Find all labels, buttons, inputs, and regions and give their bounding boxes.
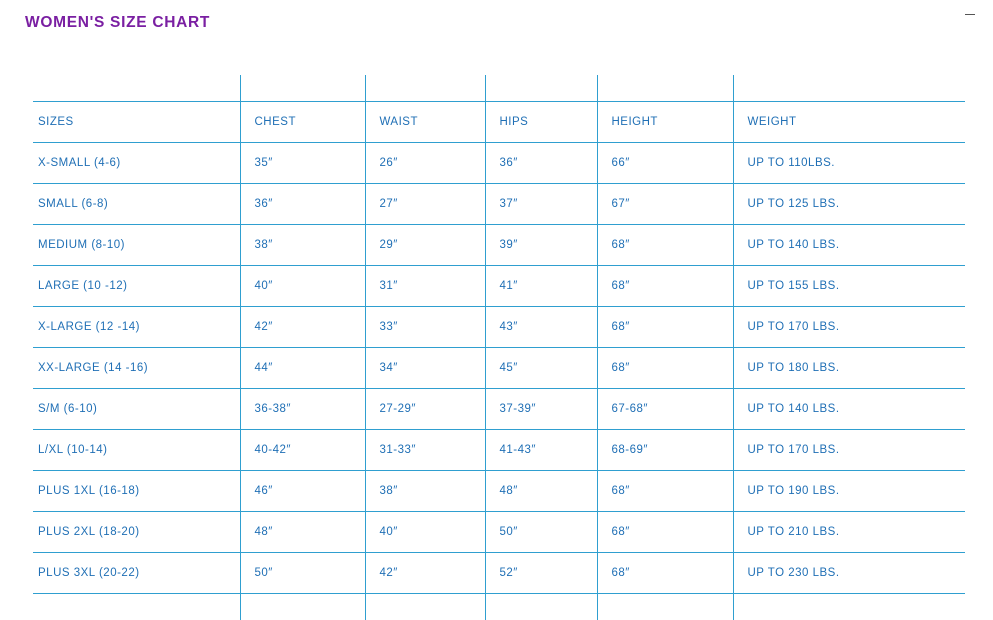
- cell-chest: 50″: [240, 553, 365, 594]
- cell-weight: UP TO 230 LBS.: [733, 553, 965, 594]
- table-spacer-cell: [365, 594, 485, 620]
- cell-hips: 48″: [485, 471, 597, 512]
- table-row: [33, 553, 965, 594]
- column-header-hips: HIPS: [485, 102, 597, 143]
- row-size-label: MEDIUM (8-10): [33, 225, 240, 266]
- size-chart-table-wrapper: [33, 75, 965, 620]
- cell-waist: 31″: [365, 266, 485, 307]
- cell-weight: UP TO 170 LBS.: [733, 307, 965, 348]
- cell-waist: 27″: [365, 184, 485, 225]
- cell-waist: 27-29″: [365, 389, 485, 430]
- cell-waist: 29″: [365, 225, 485, 266]
- cell-hips: 37-39″: [485, 389, 597, 430]
- table-spacer-cell: [485, 594, 597, 620]
- cell-waist: 42″: [365, 553, 485, 594]
- cell-weight: UP TO 140 LBS.: [733, 225, 965, 266]
- column-header-sizes: SIZES: [33, 102, 240, 143]
- row-size-label: X-SMALL (4-6): [33, 143, 240, 184]
- row-size-label: L/XL (10-14): [33, 430, 240, 471]
- cell-waist: 33″: [365, 307, 485, 348]
- cell-chest: 44″: [240, 348, 365, 389]
- cell-height: 67-68″: [597, 389, 733, 430]
- row-size-label: XX-LARGE (14 -16): [33, 348, 240, 389]
- cell-chest: 40″: [240, 266, 365, 307]
- cell-weight: UP TO 180 LBS.: [733, 348, 965, 389]
- cell-weight: UP TO 190 LBS.: [733, 471, 965, 512]
- cell-chest: 36-38″: [240, 389, 365, 430]
- cell-height: 68-69″: [597, 430, 733, 471]
- table-spacer-cell: [597, 594, 733, 620]
- cell-chest: 40-42″: [240, 430, 365, 471]
- table-spacer-cell: [597, 75, 733, 102]
- table-spacer-row-bottom: [33, 594, 965, 620]
- cell-waist: 40″: [365, 512, 485, 553]
- cell-chest: 48″: [240, 512, 365, 553]
- row-size-label: PLUS 1XL (16-18): [33, 471, 240, 512]
- cell-waist: 31-33″: [365, 430, 485, 471]
- cell-waist: 34″: [365, 348, 485, 389]
- table-spacer-cell: [240, 594, 365, 620]
- table-row: [33, 471, 965, 512]
- cell-height: 66″: [597, 143, 733, 184]
- table-row: [33, 389, 965, 430]
- table-spacer-cell: [733, 75, 965, 102]
- column-header-height: HEIGHT: [597, 102, 733, 143]
- cell-height: 68″: [597, 512, 733, 553]
- cell-weight: UP TO 125 LBS.: [733, 184, 965, 225]
- cell-chest: 38″: [240, 225, 365, 266]
- cell-weight: UP TO 140 LBS.: [733, 389, 965, 430]
- cell-weight: UP TO 170 LBS.: [733, 430, 965, 471]
- table-row: [33, 266, 965, 307]
- cell-hips: 39″: [485, 225, 597, 266]
- cell-weight: UP TO 210 LBS.: [733, 512, 965, 553]
- column-header-chest: CHEST: [240, 102, 365, 143]
- cell-weight: UP TO 155 LBS.: [733, 266, 965, 307]
- cell-chest: 46″: [240, 471, 365, 512]
- table-body: [33, 75, 965, 620]
- table-spacer-cell: [733, 594, 965, 620]
- column-header-weight: WEIGHT: [733, 102, 965, 143]
- table-spacer-cell: [365, 75, 485, 102]
- table-spacer-cell: [33, 594, 240, 620]
- table-row: [33, 512, 965, 553]
- size-chart-table: [33, 75, 965, 620]
- cell-height: 68″: [597, 553, 733, 594]
- minimize-icon[interactable]: [965, 14, 975, 15]
- row-size-label: X-LARGE (12 -14): [33, 307, 240, 348]
- row-size-label: SMALL (6-8): [33, 184, 240, 225]
- table-row: [33, 307, 965, 348]
- cell-hips: 52″: [485, 553, 597, 594]
- table-row: [33, 430, 965, 471]
- table-header-row: [33, 102, 965, 143]
- cell-height: 68″: [597, 225, 733, 266]
- cell-height: 68″: [597, 348, 733, 389]
- cell-hips: 41″: [485, 266, 597, 307]
- row-size-label: PLUS 3XL (20-22): [33, 553, 240, 594]
- cell-chest: 36″: [240, 184, 365, 225]
- row-size-label: S/M (6-10): [33, 389, 240, 430]
- cell-hips: 41-43″: [485, 430, 597, 471]
- cell-hips: 45″: [485, 348, 597, 389]
- cell-hips: 43″: [485, 307, 597, 348]
- table-spacer-cell: [485, 75, 597, 102]
- cell-height: 68″: [597, 471, 733, 512]
- cell-weight: UP TO 110LBS.: [733, 143, 965, 184]
- cell-chest: 35″: [240, 143, 365, 184]
- table-spacer-cell: [240, 75, 365, 102]
- cell-hips: 37″: [485, 184, 597, 225]
- table-row: [33, 348, 965, 389]
- cell-height: 67″: [597, 184, 733, 225]
- row-size-label: LARGE (10 -12): [33, 266, 240, 307]
- table-row: [33, 225, 965, 266]
- cell-waist: 38″: [365, 471, 485, 512]
- table-row: [33, 184, 965, 225]
- column-header-waist: WAIST: [365, 102, 485, 143]
- cell-waist: 26″: [365, 143, 485, 184]
- table-spacer-row-top: [33, 75, 965, 102]
- cell-hips: 50″: [485, 512, 597, 553]
- cell-chest: 42″: [240, 307, 365, 348]
- cell-height: 68″: [597, 266, 733, 307]
- cell-height: 68″: [597, 307, 733, 348]
- row-size-label: PLUS 2XL (18-20): [33, 512, 240, 553]
- table-row: [33, 143, 965, 184]
- page-title: WOMEN'S SIZE CHART: [25, 14, 210, 32]
- cell-hips: 36″: [485, 143, 597, 184]
- table-spacer-cell: [33, 75, 240, 102]
